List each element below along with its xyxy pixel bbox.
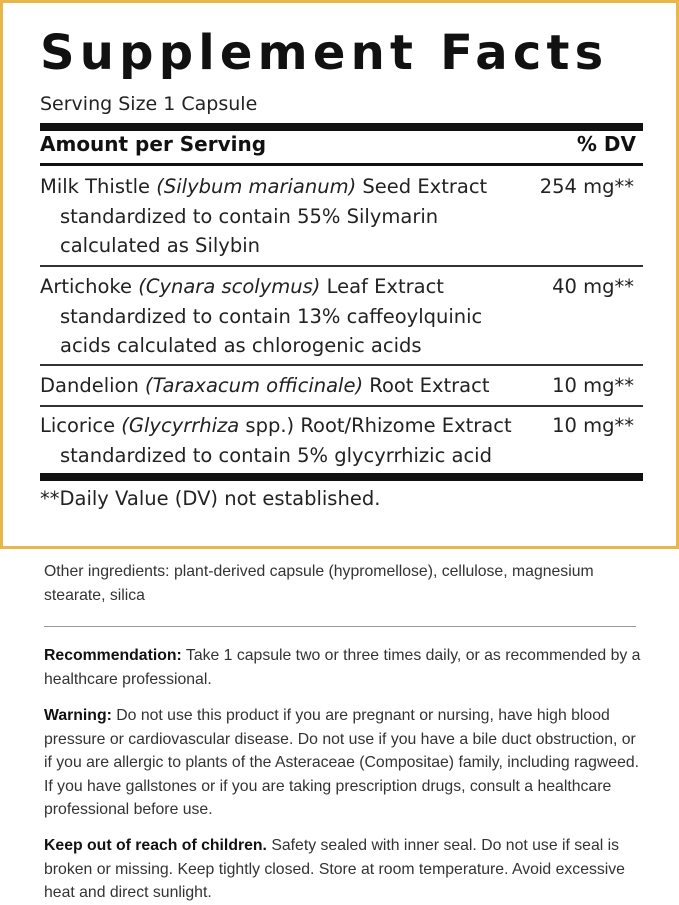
ingredient-amount: 10 mg** <box>552 374 634 397</box>
ingredient-name: Milk Thistle <box>40 175 157 198</box>
ingredient-latin: (Cynara scolymus) <box>138 275 321 298</box>
ingredient-row <box>40 371 490 401</box>
ingredient-row <box>40 272 482 361</box>
row-divider <box>40 265 643 267</box>
ingredient-name: Licorice <box>40 414 122 437</box>
ingredient-amount: 40 mg** <box>552 275 634 298</box>
ingredient-row <box>40 411 512 470</box>
daily-value-footnote: **Daily Value (DV) not established. <box>40 487 381 510</box>
ingredient-row <box>40 172 487 261</box>
ingredient-latin: (Silybum marianum) <box>156 175 357 198</box>
ingredient-name: Dandelion <box>40 374 146 397</box>
storage-body: Safety sealed with inner seal. Do not use if seal is broken or missing. Keep tightly closed. Store at room temperature. Avoid excessive heat and direct sunlight. <box>44 837 625 901</box>
keep-out-label: Keep out of reach of children. <box>44 837 267 854</box>
header-rule <box>40 163 643 166</box>
row-divider <box>40 405 643 407</box>
ingredient-part: Seed Extract <box>356 175 488 198</box>
ingredient-part: spp.) Root/Rhizome Extract <box>239 414 512 437</box>
dv-header: % DV <box>576 132 636 156</box>
ingredient-detail: standardized to contain 13% caffeoylquinic <box>60 304 483 328</box>
ingredient-amount: 10 mg** <box>552 414 634 437</box>
serving-size: Serving Size 1 Capsule <box>40 93 258 115</box>
recommendation-text <box>44 644 644 691</box>
thick-rule-bottom <box>40 473 643 481</box>
ingredient-latin: (Taraxacum officinale) <box>145 374 364 397</box>
warning-body: Do not use this product if you are pregnant or nursing, have high blood pressure or cardiovascular disease. Do not use if you have a bile duct obstruction, or if you are allergic to plants of the Asteraceae (Compositae) family, including ragweed. If you have gallstones or if you are taking prescription drugs, consult a healthcare professional before use. <box>44 707 640 818</box>
recommendation-body: Take 1 capsule two or three times daily, or as recommended by a healthcare professional. <box>44 647 641 688</box>
warning-text <box>44 704 644 822</box>
row-divider <box>40 364 643 366</box>
ingredient-detail: acids calculated as chlorogenic acids <box>60 334 422 357</box>
ingredient-detail: calculated as Silybin <box>60 234 260 257</box>
recommendation-label: Recommendation: <box>44 647 182 664</box>
section-divider <box>44 626 636 627</box>
storage-text <box>44 834 644 905</box>
amount-header: Amount per Serving <box>40 132 267 156</box>
ingredient-amount: 254 mg** <box>539 175 634 198</box>
ingredient-name: Artichoke <box>40 275 139 298</box>
ingredient-detail: standardized to contain 55% Silymarin <box>60 204 439 228</box>
ingredient-part: Leaf Extract <box>320 275 444 298</box>
ingredient-detail: standardized to contain 5% glycyrrhizic acid <box>60 443 492 467</box>
other-ingredients: Other ingredients: plant-derived capsule (hypromellose), cellulose, magnesium stearate, silica <box>44 563 594 604</box>
ingredient-part: Root Extract <box>363 374 490 397</box>
warning-label: Warning: <box>44 707 112 724</box>
ingredient-latin: (Glycyrrhiza <box>121 414 240 437</box>
panel-title: Supplement Facts <box>40 25 609 81</box>
thick-rule-top <box>40 123 643 131</box>
